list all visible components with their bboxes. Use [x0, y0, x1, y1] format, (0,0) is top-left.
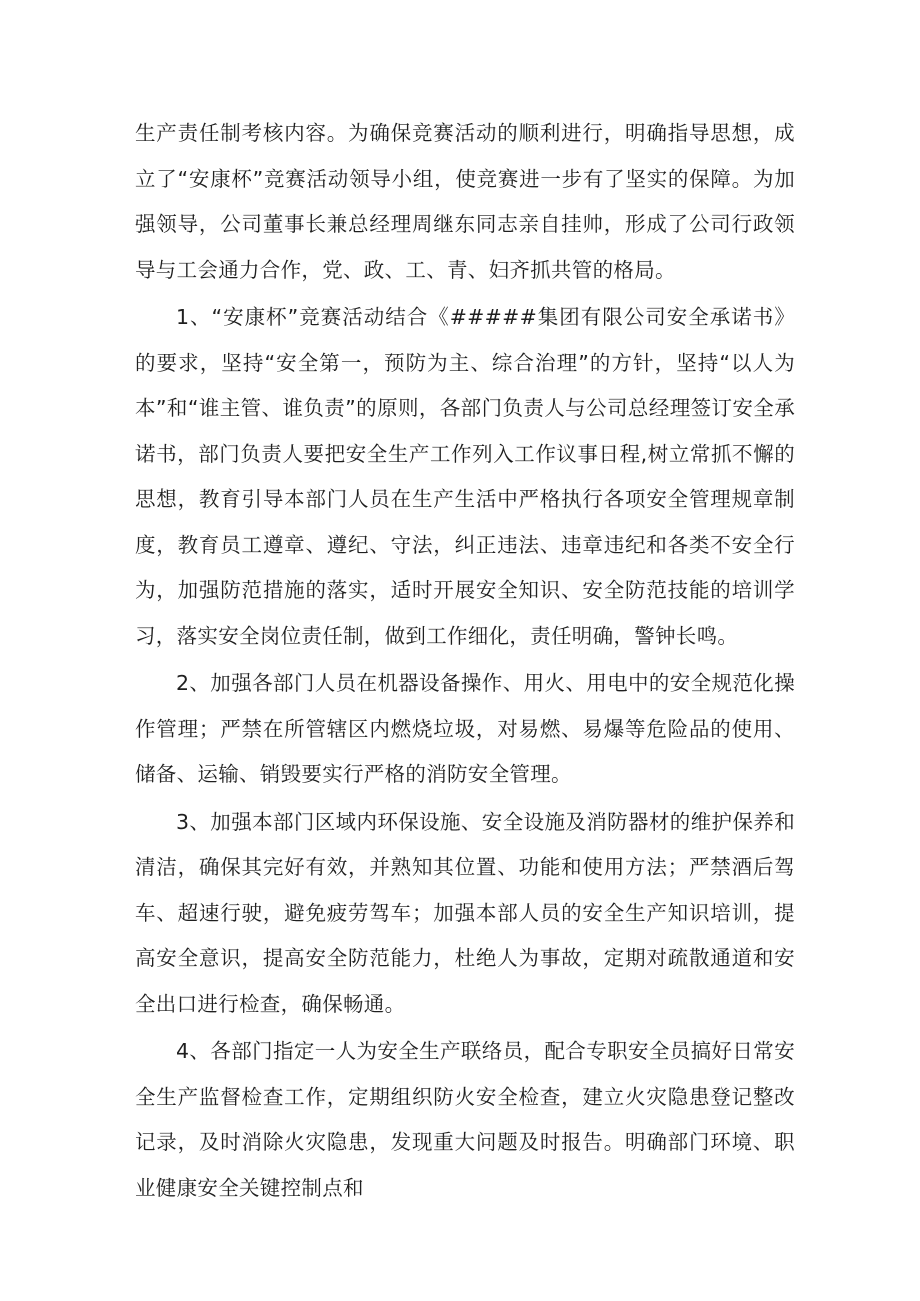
paragraph-item-3: 3、加强本部门区域内环保设施、安全设施及消防器材的维护保养和清洁，确保其完好有效，并熟知其位置、功能和使用方法；严禁酒后驾车、超速行驶，避免疲劳驾车；加强本部人员的安全生产知识培训，提高安全意识，提高安全防范能力，杜绝人为事故，定期对疏散通道和安全出口进行检查，确保畅通。 [135, 809, 795, 1016]
document-body [135, 111, 795, 1211]
paragraph-item-2: 2、加强各部门人员在机器设备操作、用火、用电中的安全规范化操作管理；严禁在所管辖区内燃烧垃圾，对易燃、易爆等危险品的使用、储备、运输、销毁要实行严格的消防安全管理。 [135, 671, 795, 786]
paragraph-item-4: 4、各部门指定一人为安全生产联络员，配合专职安全员搞好日常安全生产监督检查工作，定期组织防火安全检查，建立火灾隐患登记整改记录，及时消除火灾隐患，发现重大问题及时报告。明确部门环境、职业健康安全关键控制点和 [135, 1039, 795, 1200]
paragraph-item-1: 1、“安康杯”竞赛活动结合《#####集团有限公司安全承诺书》的要求，坚持“安全第一，预防为主、综合治理”的方针，坚持“以人为本”和“谁主管、谁负责”的原则，各部门负责人与公司总经理签订安全承诺书，部门负责人要把安全生产工作列入工作议事日程,树立常抓不懈的思想，教育引导本部门人员在生产生活中严格执行各项安全管理规章制度，教育员工遵章、遵纪、守法，纠正违法、违章违纪和各类不安全行为，加强防范措施的落实，适时开展安全知识、安全防范技能的培训学习，落实安全岗位责任制，做到工作细化，责任明确，警钟长鸣。 [135, 305, 795, 648]
paragraph-intro: 生产责任制考核内容。为确保竞赛活动的顺利进行，明确指导思想，成立了“安康杯”竞赛活动领导小组，使竞赛进一步有了坚实的保障。为加强领导，公司董事长兼总经理周继东同志亲自挂帅，形成了公司行政领导与工会通力合作，党、政、工、青、妇齐抓共管的格局。 [135, 121, 795, 282]
